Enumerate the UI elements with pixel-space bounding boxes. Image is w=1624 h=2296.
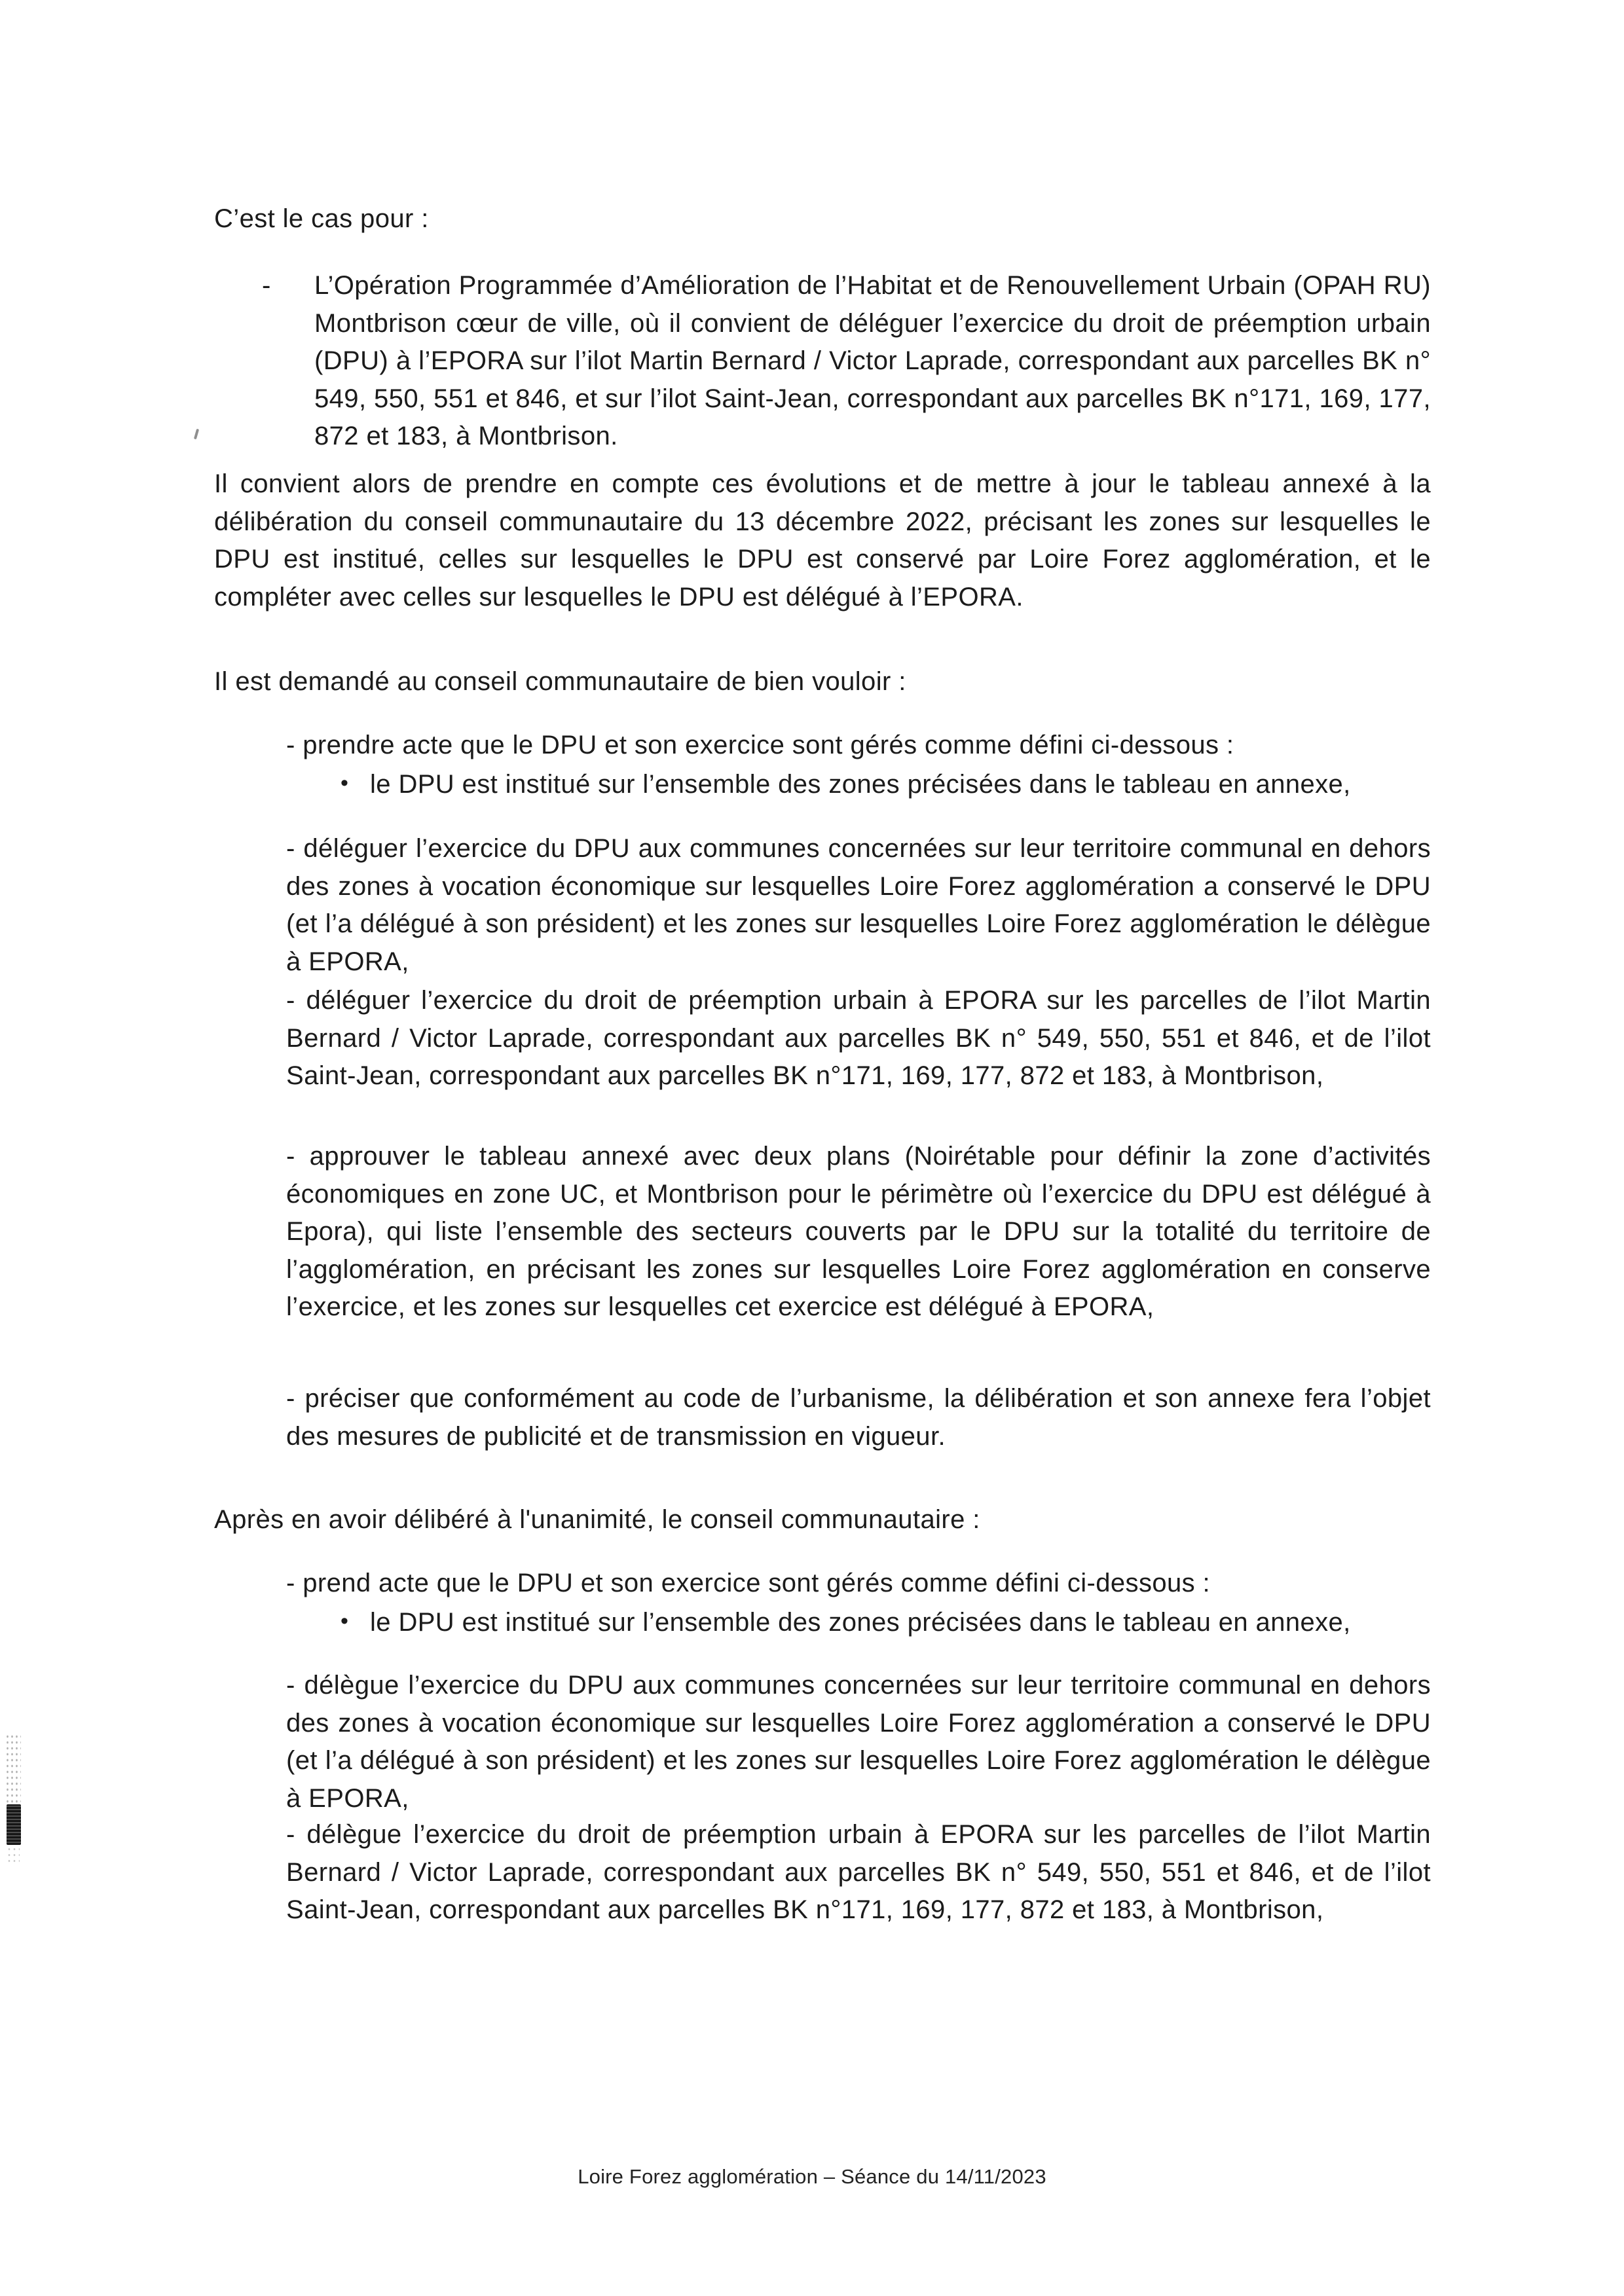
intro-text: C’est le cas pour :	[214, 204, 429, 233]
decision-bullet-text: le DPU est institué sur l’ensemble des zones précisées dans le tableau en annexe,	[370, 1608, 1351, 1637]
update-paragraph: Il convient alors de prendre en compte ces évolutions et de mettre à jour le tableau annexé à la délibération du conseil communautaire du 13 décembre 2022, précisant les zones sur lesquelles le DPU est institué, celles sur lesquelles le DPU est conservé par Loire Forez agglomération, et le compléter avec celles sur lesquelles le DPU est délégué à l’EPORA.	[214, 469, 1431, 611]
request-heading: Il est demandé au conseil communautaire de bien vouloir :	[214, 667, 906, 696]
scan-noise-tail	[7, 1846, 20, 1863]
case-item-text: L’Opération Programmée d’Amélioration de l’Habitat et de Renouvellement Urbain (OPAH RU) Montbrison cœur de ville, où il convient de déléguer l’exercice du droit de préemption urbain (DPU) à l’EPORA sur l’ilot Martin Bernard / Victor Laprade, correspondant aux parcelles BK n° 549, 550, 551 et 846, et sur l’ilot Saint-Jean, correspondant aux parcelles BK n°171, 169, 177, 872 et 183, à Montbrison.	[314, 271, 1431, 450]
bullet-icon: •	[341, 771, 349, 795]
request-item-deleguer-epora: - déléguer l’exercice du droit de préemption urbain à EPORA sur les parcelles de l’ilot Martin Bernard / Victor Laprade, correspondant aux parcelles BK n° 549, 550, 551 et 846, et de l’ilot Saint-Jean, correspondant aux parcelles BK n°171, 169, 177, 872 et 183, à Montbrison,	[286, 986, 1431, 1090]
bullet-icon: •	[341, 1609, 349, 1633]
case-list-item	[262, 267, 1431, 456]
request-item-acte: - prendre acte que le DPU et son exercice sont gérés comme défini ci-dessous :	[286, 731, 1234, 759]
request-item-deleguer-dpu: - déléguer l’exercice du DPU aux communes concernées sur leur territoire communal en dehors des zones à vocation économique sur lesquelles Loire Forez agglomération a conservé le DPU (et l’a délégué à son président) et les zones sur lesquelles Loire Forez agglomération le délègue à EPORA,	[286, 834, 1431, 976]
request-bullet-item	[341, 766, 1431, 804]
decision-item-acte: - prend acte que le DPU et son exercice sont gérés comme défini ci-dessous :	[286, 1569, 1211, 1597]
page-footer: Loire Forez agglomération – Séance du 14/11/2023	[578, 2165, 1046, 2188]
dash-marker: -	[262, 271, 271, 300]
decision-item-delegue-epora: - délègue l’exercice du droit de préemption urbain à EPORA sur les parcelles de l’ilot Martin Bernard / Victor Laprade, correspondant aux parcelles BK n° 549, 550, 551 et 846, et de l’ilot Saint-Jean, correspondant aux parcelles BK n°171, 169, 177, 872 et 183, à Montbrison,	[286, 1820, 1431, 1924]
stray-mark	[194, 429, 199, 439]
scan-noise-blob	[7, 1804, 21, 1845]
request-bullet-text: le DPU est institué sur l’ensemble des zones précisées dans le tableau en annexe,	[370, 770, 1351, 799]
decision-bullet-item	[341, 1604, 1431, 1642]
decision-item-delegue-dpu: - délègue l’exercice du DPU aux communes concernées sur leur territoire communal en dehors des zones à vocation économique sur lesquelles Loire Forez agglomération a conservé le DPU (et l’a délégué à son président) et les zones sur lesquelles Loire Forez agglomération le délègue à EPORA,	[286, 1671, 1431, 1813]
request-item-preciser: - préciser que conformément au code de l’urbanisme, la délibération et son annexe fera l’objet des mesures de publicité et de transmission en vigueur.	[286, 1384, 1431, 1451]
request-item-approuver: - approuver le tableau annexé avec deux plans (Noirétable pour définir la zone d’activités économiques en zone UC, et Montbrison pour le périmètre où l’exercice du DPU est délégué à Epora), qui liste l’ensemble des secteurs couverts par le DPU sur la totalité du territoire de l’agglomération, en précisant les zones sur lesquelles Loire Forez agglomération en conserve l’exercice, et les zones sur lesquelles cet exercice est délégué à EPORA,	[286, 1142, 1431, 1321]
deliberation-heading: Après en avoir délibéré à l'unanimité, le conseil communautaire :	[214, 1505, 980, 1534]
